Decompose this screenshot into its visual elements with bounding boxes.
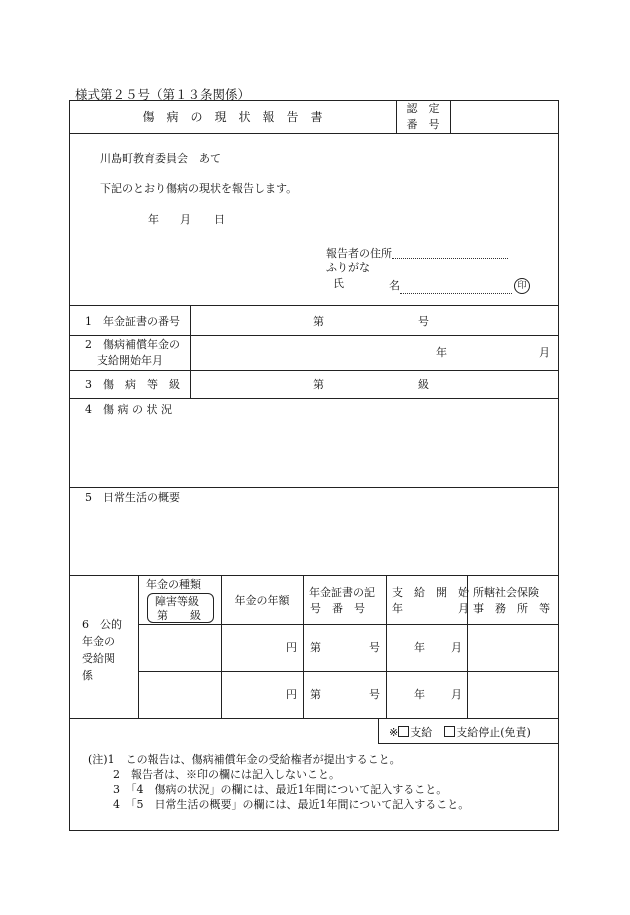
injury-grade-field[interactable] — [191, 371, 558, 398]
row2-label-a: 2 傷病補償年金の — [85, 338, 180, 351]
row6-top-line — [69, 575, 559, 576]
pension-cert-number-field[interactable] — [191, 306, 558, 335]
addressee: 川島町教育委員会 あて — [100, 152, 221, 165]
pension-side-label-2: 年金の — [82, 635, 115, 648]
note-4: 4 「5 日常生活の概要」の欄には、最近1年間について記入すること。 — [113, 798, 470, 811]
stopped-label: 支給停止(免責) — [456, 726, 531, 739]
note-3: 3 「4 傷病の状況」の欄には、最近1年間について記入すること。 — [113, 783, 448, 796]
row3-dai: 第 — [313, 378, 324, 391]
row3-label: 3 傷 病 等 級 — [85, 378, 180, 391]
reporter-address-label: 報告者の住所 — [326, 246, 508, 259]
header-cert-2: 号 番 号 — [310, 602, 365, 615]
statement: 下記のとおり傷病の現状を報告します。 — [100, 182, 298, 195]
row1-start-month: 月 — [451, 641, 462, 654]
pension-side-label-3: 受給関 — [82, 652, 115, 665]
pension-type-field-1[interactable] — [139, 625, 220, 670]
row1-yen: 円 — [286, 641, 297, 654]
name-field[interactable] — [400, 281, 512, 294]
pension-start-date-field[interactable] — [191, 336, 558, 370]
row1-cert-go: 号 — [369, 641, 380, 654]
name-label-1: 氏 — [333, 277, 344, 290]
note-2: 2 報告者は、※印の欄には記入しないこと。 — [113, 768, 340, 781]
cert-number-field[interactable] — [451, 101, 558, 133]
row2-month: 月 — [539, 346, 550, 359]
pension-side-label-1: 6 公的 — [82, 618, 122, 631]
header-pension-type: 年金の種類 — [146, 578, 201, 591]
stopped-checkbox[interactable] — [444, 726, 455, 737]
row2-year: 年 — [436, 346, 447, 359]
row5-top-line — [69, 487, 559, 488]
form-number: 様式第２５号（第１３条関係） — [75, 87, 251, 102]
seal-mark: 印 — [514, 278, 530, 294]
header-office-1: 所轄社会保険 — [473, 586, 539, 599]
row2-cert-go: 号 — [369, 688, 380, 701]
report-date-field[interactable] — [140, 210, 230, 226]
address-field[interactable] — [392, 246, 508, 259]
injury-status-field[interactable] — [70, 420, 558, 486]
header-pension-amount: 年金の年額 — [234, 594, 290, 607]
header-start-2: 年 月 — [392, 602, 469, 615]
row3-kyu: 級 — [418, 378, 429, 391]
row2-start-year: 年 — [414, 688, 425, 701]
status-row — [389, 726, 531, 738]
header-start-1: 支 給 開 始 — [392, 586, 469, 599]
paid-label: 支給 — [410, 726, 433, 739]
date-day-label: 日 — [214, 213, 225, 226]
pension-type-field-2[interactable] — [139, 672, 220, 717]
header-disability-grade: 障害等級 — [155, 595, 199, 608]
office-field-2[interactable] — [468, 672, 558, 717]
header-grade-number: 第 級 — [157, 609, 201, 622]
row5-label: 5 日常生活の概要 — [85, 491, 180, 504]
name-row: 名 印 — [389, 278, 530, 294]
note-1: (注)1 この報告は、傷病補償年金の受給権者が提出すること。 — [88, 753, 401, 766]
pension-table-bottom — [69, 718, 559, 719]
daily-life-field[interactable] — [70, 508, 558, 574]
status-box-left — [378, 718, 379, 743]
paid-checkbox[interactable] — [398, 726, 409, 737]
row1-start-year: 年 — [414, 641, 425, 654]
pension-col-3 — [303, 575, 304, 718]
row1-label: 1 年金証書の番号 — [85, 315, 180, 328]
date-year-label: 年 — [148, 213, 159, 226]
report-title: 傷 病 の 現 状 報 告 書 — [142, 110, 323, 124]
furigana-label: ふりがな — [326, 261, 370, 274]
row2-yen: 円 — [286, 688, 297, 701]
pension-side-label-4: 係 — [82, 669, 93, 682]
header-cert-1: 年金証書の記 — [309, 586, 375, 599]
row2-label-b: 支給開始年月 — [97, 354, 163, 367]
pension-col-4 — [386, 575, 387, 718]
office-field-1[interactable] — [468, 625, 558, 670]
row4-label: 4 傷 病 の 状 況 — [85, 403, 172, 416]
office-use-mark: ※ — [389, 726, 399, 739]
cert-number-label-2: 番 号 — [406, 118, 440, 131]
row1-go: 号 — [418, 315, 429, 328]
header-office-2: 事 務 所 等 — [473, 602, 550, 615]
date-month-label: 月 — [180, 213, 191, 226]
row1-cert-dai: 第 — [310, 641, 321, 654]
status-box-bottom — [378, 743, 559, 744]
row2-cert-dai: 第 — [310, 688, 321, 701]
row1-dai: 第 — [313, 315, 324, 328]
row4-top-line — [69, 398, 559, 399]
header-bottom-line — [69, 133, 559, 134]
row2-start-month: 月 — [451, 688, 462, 701]
cert-number-label-1: 認 定 — [406, 102, 440, 115]
